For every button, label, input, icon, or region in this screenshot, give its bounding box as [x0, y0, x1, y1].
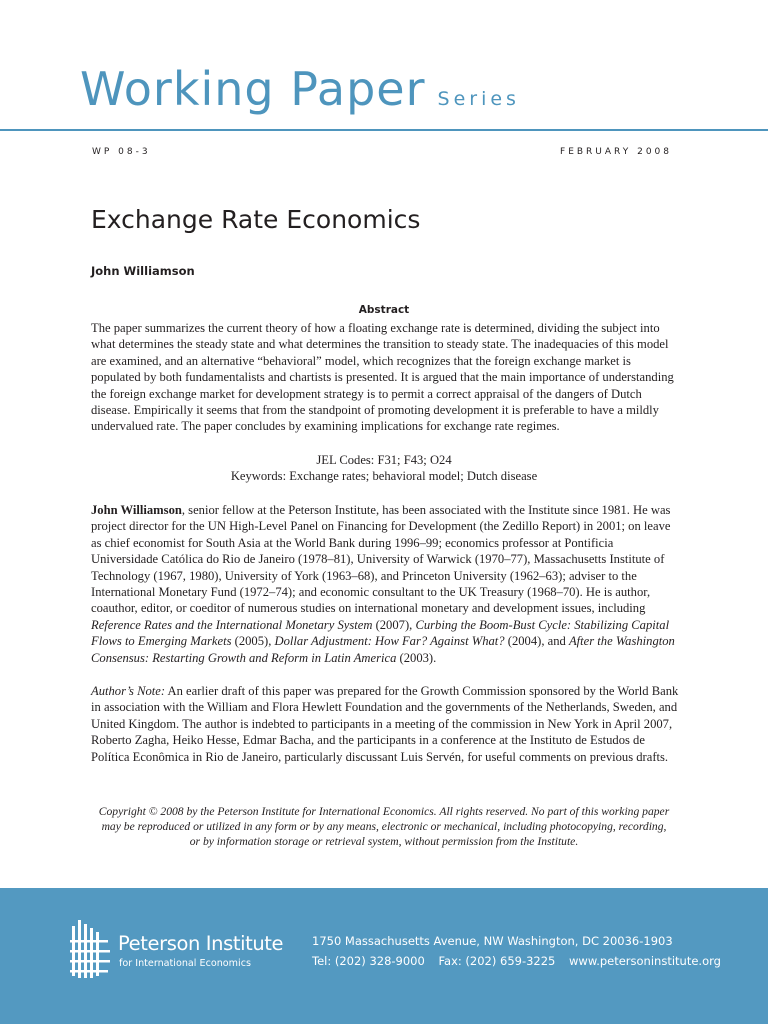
paper-title: Exchange Rate Economics — [91, 205, 421, 234]
bio-text: (2007), — [372, 617, 416, 632]
series-title-sub: Series — [437, 88, 520, 110]
footer-band — [0, 888, 768, 1024]
authors-note-label: Author’s Note: — [91, 684, 166, 698]
copyright-notice: Copyright © 2008 by the Peterson Institute for International Economics. All rights reserved. No part of this working paper may be reproduced or utilized in any form or by any means, electronic or mechanical, including photocopying, recording, or by information storage or retrieval system, without permission from the Institute. — [98, 805, 670, 848]
bio-text: (2003). — [396, 650, 437, 665]
telephone: Tel: (202) 328-9000 — [312, 954, 425, 968]
author-bio — [91, 502, 683, 666]
peterson-logo-icon — [68, 918, 114, 980]
bio-text: (2004), and — [504, 634, 569, 649]
institute-address: 1750 Massachusetts Avenue, NW Washington, DC 20036-1903 — [312, 934, 673, 948]
fax: Fax: (202) 659-3225 — [438, 954, 556, 968]
institute-subtitle: for International Economics — [119, 958, 251, 969]
bio-book-title: Reference Rates and the International Monetary System — [91, 617, 373, 632]
keywords: Keywords: Exchange rates; behavioral model; Dutch disease — [230, 469, 538, 483]
bio-book-title: Dollar Adjustment: How Far? Against What? — [274, 634, 505, 649]
bio-author-name: John Williamson — [91, 503, 182, 517]
abstract-text: The paper summarizes the current theory of how a floating exchange rate is determined, dividing the subject into what determines the steady state and what determines the transition to steady state. The inadequacies of this model are examined, and an alternative “behavioral” model, which recognizes that the foreign exchange market is populated by both fundamentalists and chartists is presented. It is argued that the main importance of understanding the foreign exchange market for development strategy is to permit a correct appraisal of the dangers of Dutch disease. Empirically it seems that from the standpoint of promoting development it is preferable to have a mildly undervalued rate. The paper concludes by examining implications for exchange rate regimes. — [91, 321, 674, 434]
authors-note — [91, 683, 683, 765]
jel-codes: JEL Codes: F31; F43; O24 — [316, 453, 452, 467]
authors-note-text: An earlier draft of this paper was prepared for the Growth Commission sponsored by the World Bank in association with the William and Flora Hewlett Foundation and the governments of the Netherlands, Sweden, and United Kingdom. The author is indebted to participants in a meeting of the commission in New York in April 2007, Roberto Zagha, Heiko Hesse, Edmar Bacha, and the participants in a conference at the Instituto de Estudos de Política Econômica in Rio de Janeiro, particularly discussant Luis Servén, for useful comments on previous drafts. — [91, 684, 679, 764]
abstract-heading: Abstract — [358, 304, 410, 316]
publication-date: FEBRUARY 2008 — [560, 147, 672, 157]
header-divider — [0, 129, 768, 131]
paper-number: WP 08-3 — [92, 147, 151, 157]
bio-book-title: Curbing the Boom-Bust Cycle: Stabilizing Capital Flows to Emerging Markets — [91, 617, 670, 649]
institute-name: Peterson Institute — [118, 932, 284, 955]
contact-line — [312, 954, 731, 968]
bio-text: , senior fellow at the Peterson Institute, has been associated with the Institute since 1981. He was project director for the UN High-Level Panel on Financing for Development (the Zedillo Report) in 2001; on leave as chief economist for South Asia at the World Bank during 1996–99; economics professor at Pontificia Universidade Católica do Rio de Janeiro (1978–81), University of Warwick (1970–77), Massachusetts Institute of Technology (1967, 1980), University of York (1963–68), and Princeton University (1962–63); adviser to the International Monetary Fund (1972–74); and economic consultant to the UK Treasury (1968–70). He is author, coauthor, editor, or coeditor of numerous studies on international monetary and development issues, including — [91, 503, 671, 616]
series-title-main: Working Paper — [80, 62, 426, 116]
bio-book-title: After the Washington Consensus: Restarting Growth and Reform in Latin America — [91, 634, 675, 665]
website-link[interactable]: www.petersoninstitute.org — [569, 954, 721, 968]
author-name: John Williamson — [91, 264, 195, 278]
bio-text: (2005), — [231, 634, 275, 649]
series-title — [80, 62, 520, 116]
